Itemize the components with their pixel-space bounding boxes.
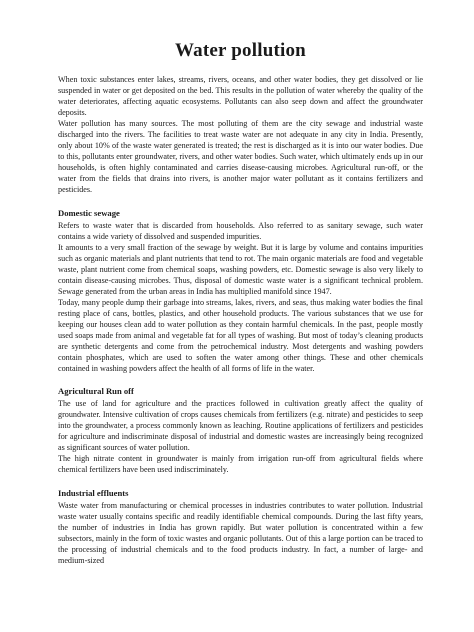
body-paragraph: The high nitrate content in groundwater is mainly from irrigation run-off from agricultural fields where chemical fertilizers have been used indiscriminately. bbox=[58, 454, 423, 475]
body-paragraph: The use of land for agriculture and the practices followed in cultivation greatly affect the quality of groundwater. Intensive cultivation of crops causes chemicals from fertilizers (e.g. nitrate) and pesticides to seep into the groundwater, a process commonly known as leaching. Routine applications of fertilizers and pesticides for agriculture and indiscriminate disposal of industrial and domestic wastes are increasingly being recognized as significant sources of water pollution. bbox=[58, 399, 423, 453]
section-heading-domestic-sewage: Domestic sewage bbox=[58, 207, 120, 218]
body-paragraph: It amounts to a very small fraction of the sewage by weight. But it is large by volume and contains impurities such as organic materials and plant nutrients that tend to rot. The main organic materials are food and vegetable waste, plant nutrient come from chemical soaps, washing powders, etc. Domestic sewage is also very likely to contain disease-causing microbes. Thus, disposal of domestic waste water is a significant technical problem. Sewage generated from the urban areas in India has multiplied manifold since 1947. bbox=[58, 242, 423, 296]
body-paragraph: Waste water from manufacturing or chemical processes in industries contributes to water pollution. Industrial waste water usually contains specific and readily identifiable chemical compounds. During the last fifty years, the number of industries in India has grown rapidly. But water pollution is concentrated within a few subsectors, mainly in the form of toxic wastes and organic pollutants. Out of this a large portion can be traced to the processing of industrial chemicals and to the food products industry. In fact, a number of large- and medium-sized bbox=[58, 500, 423, 565]
document-page bbox=[58, 40, 423, 566]
section-heading-agricultural-run-off: Agricultural Run off bbox=[58, 386, 134, 397]
section-heading-industrial-effluents: Industrial effluents bbox=[58, 487, 129, 498]
intro-paragraph: Water pollution has many sources. The most polluting of them are the city sewage and industrial waste discharged into the rivers. The facilities to treat waste water are not adequate in any city in India. Presently, only about 10% of the waste water generated is treated; the rest is discharged as it is into our water bodies. Due to this, pollutants enter groundwater, rivers, and other water bodies. Such water, which ultimately ends up in our households, is often highly contaminated and carries disease-causing microbes. Agricultural run-off, or the water from the fields that drains into rivers, is another major water pollutant as it contains fertilizers and pesticides. bbox=[58, 119, 423, 195]
body-paragraph: Today, many people dump their garbage into streams, lakes, rivers, and seas, thus making water bodies the final resting place of cans, bottles, plastics, and other household products. The various substances that we use for keeping our houses clean add to water pollution as they contain harmful chemicals. In the past, people mostly used soaps made from animal and vegetable fat for all types of washing. But most of today’s cleaning products are synthetic detergents and come from the petrochemical industry. Most detergents and washing powders contain phosphates, which are used to soften the water among other things. These and other chemicals contained in washing powders affect the health of all forms of life in the water. bbox=[58, 297, 423, 374]
document-title: Water pollution bbox=[175, 40, 306, 61]
body-paragraph: Refers to waste water that is discarded from households. Also referred to as sanitary sewage, such water contains a wide variety of dissolved and suspended impurities. bbox=[58, 220, 423, 241]
intro-paragraph: When toxic substances enter lakes, streams, rivers, oceans, and other water bodies, they get dissolved or lie suspended in water or get deposited on the bed. This results in the pollution of water whereby the quality of the water deteriorates, affecting aquatic ecosystems. Pollutants can also seep down and affect the groundwater deposits. bbox=[58, 75, 423, 118]
